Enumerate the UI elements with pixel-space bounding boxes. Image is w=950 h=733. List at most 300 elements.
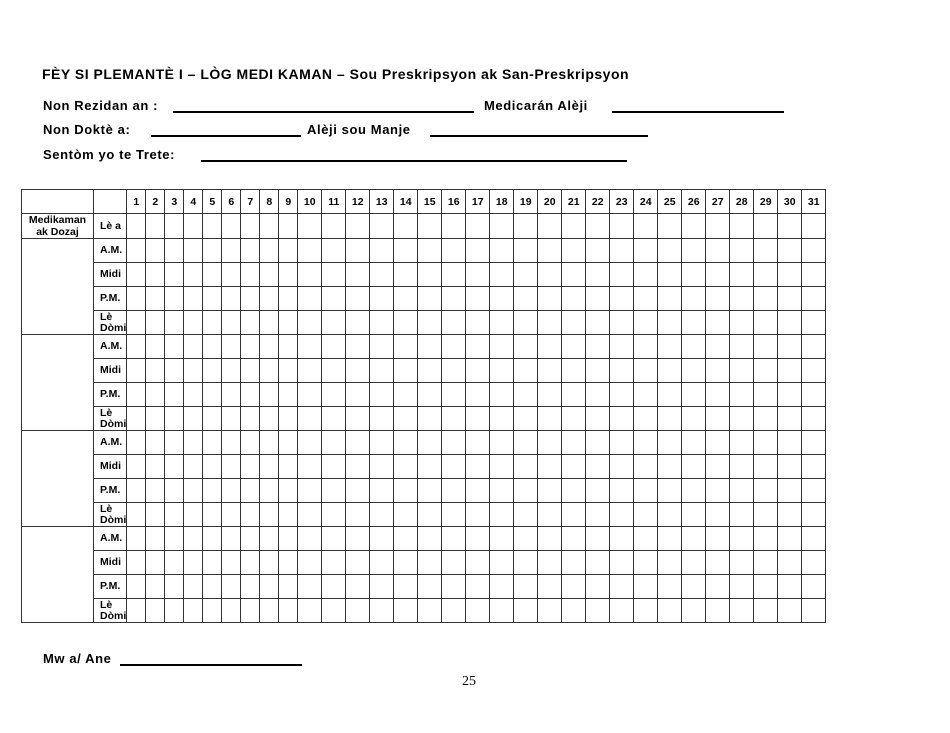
log-cell[interactable]	[538, 407, 562, 431]
log-cell[interactable]	[241, 431, 260, 455]
log-cell[interactable]	[562, 431, 586, 455]
log-cell[interactable]	[260, 503, 279, 527]
log-cell[interactable]	[279, 407, 298, 431]
log-cell[interactable]	[127, 359, 146, 383]
log-cell[interactable]	[165, 431, 184, 455]
log-cell[interactable]	[222, 263, 241, 287]
log-cell[interactable]	[370, 359, 394, 383]
log-cell[interactable]	[203, 359, 222, 383]
log-cell[interactable]	[322, 359, 346, 383]
log-cell[interactable]	[538, 383, 562, 407]
log-cell[interactable]	[370, 575, 394, 599]
log-cell[interactable]	[260, 359, 279, 383]
log-cell[interactable]	[466, 575, 490, 599]
log-cell[interactable]	[241, 311, 260, 335]
log-cell[interactable]	[418, 335, 442, 359]
log-cell[interactable]	[538, 214, 562, 239]
log-cell[interactable]	[562, 335, 586, 359]
log-cell[interactable]	[203, 479, 222, 503]
log-cell[interactable]	[184, 479, 203, 503]
log-cell[interactable]	[658, 551, 682, 575]
log-cell[interactable]	[610, 599, 634, 623]
log-cell[interactable]	[203, 455, 222, 479]
log-cell[interactable]	[146, 335, 165, 359]
log-cell[interactable]	[754, 214, 778, 239]
log-cell[interactable]	[562, 455, 586, 479]
log-cell[interactable]	[279, 503, 298, 527]
log-cell[interactable]	[394, 335, 418, 359]
log-cell[interactable]	[586, 575, 610, 599]
log-cell[interactable]	[754, 239, 778, 263]
log-cell[interactable]	[442, 239, 466, 263]
log-cell[interactable]	[610, 214, 634, 239]
log-cell[interactable]	[322, 575, 346, 599]
log-cell[interactable]	[754, 383, 778, 407]
log-cell[interactable]	[586, 287, 610, 311]
log-cell[interactable]	[418, 503, 442, 527]
log-cell[interactable]	[802, 214, 826, 239]
log-cell[interactable]	[610, 479, 634, 503]
log-cell[interactable]	[203, 287, 222, 311]
log-cell[interactable]	[706, 503, 730, 527]
log-cell[interactable]	[260, 551, 279, 575]
log-cell[interactable]	[370, 527, 394, 551]
log-cell[interactable]	[146, 527, 165, 551]
log-cell[interactable]	[260, 383, 279, 407]
log-cell[interactable]	[802, 311, 826, 335]
log-cell[interactable]	[298, 287, 322, 311]
log-cell[interactable]	[184, 214, 203, 239]
log-cell[interactable]	[370, 455, 394, 479]
log-cell[interactable]	[418, 479, 442, 503]
log-cell[interactable]	[279, 527, 298, 551]
log-cell[interactable]	[682, 383, 706, 407]
log-cell[interactable]	[127, 455, 146, 479]
log-cell[interactable]	[706, 599, 730, 623]
log-cell[interactable]	[241, 214, 260, 239]
log-cell[interactable]	[184, 287, 203, 311]
log-cell[interactable]	[706, 383, 730, 407]
log-cell[interactable]	[586, 407, 610, 431]
log-cell[interactable]	[184, 383, 203, 407]
log-cell[interactable]	[490, 455, 514, 479]
log-cell[interactable]	[127, 527, 146, 551]
log-cell[interactable]	[322, 214, 346, 239]
log-cell[interactable]	[658, 527, 682, 551]
log-cell[interactable]	[538, 335, 562, 359]
log-cell[interactable]	[802, 431, 826, 455]
log-cell[interactable]	[260, 431, 279, 455]
log-cell[interactable]	[127, 431, 146, 455]
log-cell[interactable]	[279, 239, 298, 263]
log-cell[interactable]	[442, 575, 466, 599]
log-cell[interactable]	[370, 407, 394, 431]
log-cell[interactable]	[658, 239, 682, 263]
log-cell[interactable]	[298, 263, 322, 287]
log-cell[interactable]	[394, 359, 418, 383]
log-cell[interactable]	[184, 431, 203, 455]
log-cell[interactable]	[146, 431, 165, 455]
log-cell[interactable]	[241, 359, 260, 383]
log-cell[interactable]	[298, 407, 322, 431]
log-cell[interactable]	[778, 407, 802, 431]
log-cell[interactable]	[562, 359, 586, 383]
log-cell[interactable]	[754, 263, 778, 287]
log-cell[interactable]	[610, 527, 634, 551]
log-cell[interactable]	[754, 455, 778, 479]
log-cell[interactable]	[778, 383, 802, 407]
log-cell[interactable]	[442, 263, 466, 287]
log-cell[interactable]	[562, 311, 586, 335]
log-cell[interactable]	[222, 575, 241, 599]
log-cell[interactable]	[165, 551, 184, 575]
log-cell[interactable]	[394, 383, 418, 407]
log-cell[interactable]	[514, 407, 538, 431]
log-cell[interactable]	[322, 239, 346, 263]
log-cell[interactable]	[514, 383, 538, 407]
log-cell[interactable]	[586, 214, 610, 239]
log-cell[interactable]	[241, 455, 260, 479]
log-cell[interactable]	[778, 599, 802, 623]
log-cell[interactable]	[538, 287, 562, 311]
log-cell[interactable]	[442, 479, 466, 503]
log-cell[interactable]	[778, 214, 802, 239]
log-cell[interactable]	[490, 479, 514, 503]
log-cell[interactable]	[706, 263, 730, 287]
log-cell[interactable]	[778, 359, 802, 383]
log-cell[interactable]	[634, 383, 658, 407]
log-cell[interactable]	[279, 214, 298, 239]
log-cell[interactable]	[418, 431, 442, 455]
log-cell[interactable]	[514, 479, 538, 503]
log-cell[interactable]	[279, 335, 298, 359]
log-cell[interactable]	[442, 311, 466, 335]
log-cell[interactable]	[146, 214, 165, 239]
log-cell[interactable]	[165, 599, 184, 623]
log-cell[interactable]	[538, 311, 562, 335]
log-cell[interactable]	[754, 551, 778, 575]
log-cell[interactable]	[222, 214, 241, 239]
log-cell[interactable]	[730, 239, 754, 263]
log-cell[interactable]	[394, 214, 418, 239]
log-cell[interactable]	[127, 575, 146, 599]
log-cell[interactable]	[241, 335, 260, 359]
log-cell[interactable]	[260, 214, 279, 239]
log-cell[interactable]	[442, 287, 466, 311]
log-cell[interactable]	[241, 263, 260, 287]
log-cell[interactable]	[778, 479, 802, 503]
log-cell[interactable]	[586, 263, 610, 287]
log-cell[interactable]	[394, 479, 418, 503]
log-cell[interactable]	[778, 503, 802, 527]
log-cell[interactable]	[802, 335, 826, 359]
log-cell[interactable]	[610, 551, 634, 575]
log-cell[interactable]	[346, 431, 370, 455]
log-cell[interactable]	[279, 479, 298, 503]
log-cell[interactable]	[222, 527, 241, 551]
log-cell[interactable]	[184, 407, 203, 431]
log-cell[interactable]	[203, 263, 222, 287]
log-cell[interactable]	[322, 335, 346, 359]
log-cell[interactable]	[260, 455, 279, 479]
log-cell[interactable]	[490, 335, 514, 359]
log-cell[interactable]	[394, 455, 418, 479]
log-cell[interactable]	[490, 214, 514, 239]
log-cell[interactable]	[562, 575, 586, 599]
log-cell[interactable]	[490, 599, 514, 623]
log-cell[interactable]	[346, 527, 370, 551]
log-cell[interactable]	[298, 479, 322, 503]
log-cell[interactable]	[222, 431, 241, 455]
log-cell[interactable]	[322, 599, 346, 623]
log-cell[interactable]	[279, 575, 298, 599]
log-cell[interactable]	[165, 239, 184, 263]
log-cell[interactable]	[466, 359, 490, 383]
log-cell[interactable]	[538, 599, 562, 623]
log-cell[interactable]	[346, 383, 370, 407]
medication-entry-cell[interactable]	[22, 431, 94, 527]
log-cell[interactable]	[802, 551, 826, 575]
log-cell[interactable]	[184, 551, 203, 575]
log-cell[interactable]	[346, 599, 370, 623]
log-cell[interactable]	[442, 455, 466, 479]
log-cell[interactable]	[538, 527, 562, 551]
log-cell[interactable]	[706, 214, 730, 239]
log-cell[interactable]	[298, 383, 322, 407]
log-cell[interactable]	[127, 214, 146, 239]
log-cell[interactable]	[490, 407, 514, 431]
log-cell[interactable]	[146, 383, 165, 407]
log-cell[interactable]	[241, 599, 260, 623]
log-cell[interactable]	[184, 359, 203, 383]
log-cell[interactable]	[610, 287, 634, 311]
log-cell[interactable]	[298, 239, 322, 263]
log-cell[interactable]	[322, 503, 346, 527]
log-cell[interactable]	[346, 479, 370, 503]
log-cell[interactable]	[346, 263, 370, 287]
log-cell[interactable]	[754, 407, 778, 431]
log-cell[interactable]	[346, 407, 370, 431]
food-allergy-field[interactable]	[430, 135, 648, 137]
log-cell[interactable]	[394, 239, 418, 263]
log-cell[interactable]	[658, 383, 682, 407]
log-cell[interactable]	[538, 455, 562, 479]
log-cell[interactable]	[802, 407, 826, 431]
log-cell[interactable]	[754, 335, 778, 359]
log-cell[interactable]	[730, 599, 754, 623]
log-cell[interactable]	[466, 551, 490, 575]
log-cell[interactable]	[754, 311, 778, 335]
log-cell[interactable]	[298, 503, 322, 527]
log-cell[interactable]	[562, 479, 586, 503]
log-cell[interactable]	[146, 239, 165, 263]
log-cell[interactable]	[514, 431, 538, 455]
log-cell[interactable]	[658, 214, 682, 239]
log-cell[interactable]	[165, 503, 184, 527]
log-cell[interactable]	[730, 287, 754, 311]
log-cell[interactable]	[730, 455, 754, 479]
log-cell[interactable]	[586, 551, 610, 575]
log-cell[interactable]	[466, 599, 490, 623]
log-cell[interactable]	[466, 287, 490, 311]
log-cell[interactable]	[203, 214, 222, 239]
log-cell[interactable]	[610, 575, 634, 599]
log-cell[interactable]	[538, 359, 562, 383]
log-cell[interactable]	[802, 263, 826, 287]
log-cell[interactable]	[658, 599, 682, 623]
log-cell[interactable]	[634, 527, 658, 551]
log-cell[interactable]	[127, 599, 146, 623]
log-cell[interactable]	[610, 455, 634, 479]
log-cell[interactable]	[279, 383, 298, 407]
log-cell[interactable]	[346, 359, 370, 383]
log-cell[interactable]	[260, 239, 279, 263]
log-cell[interactable]	[165, 335, 184, 359]
log-cell[interactable]	[562, 214, 586, 239]
log-cell[interactable]	[730, 575, 754, 599]
log-cell[interactable]	[802, 575, 826, 599]
log-cell[interactable]	[682, 479, 706, 503]
log-cell[interactable]	[222, 311, 241, 335]
log-cell[interactable]	[346, 239, 370, 263]
log-cell[interactable]	[222, 455, 241, 479]
log-cell[interactable]	[260, 599, 279, 623]
log-cell[interactable]	[682, 263, 706, 287]
log-cell[interactable]	[586, 455, 610, 479]
log-cell[interactable]	[466, 527, 490, 551]
log-cell[interactable]	[322, 383, 346, 407]
log-cell[interactable]	[127, 503, 146, 527]
log-cell[interactable]	[562, 599, 586, 623]
log-cell[interactable]	[754, 287, 778, 311]
log-cell[interactable]	[184, 311, 203, 335]
log-cell[interactable]	[802, 383, 826, 407]
log-cell[interactable]	[778, 455, 802, 479]
log-cell[interactable]	[634, 287, 658, 311]
log-cell[interactable]	[778, 431, 802, 455]
log-cell[interactable]	[586, 431, 610, 455]
log-cell[interactable]	[260, 287, 279, 311]
log-cell[interactable]	[322, 479, 346, 503]
log-cell[interactable]	[658, 455, 682, 479]
log-cell[interactable]	[165, 383, 184, 407]
log-cell[interactable]	[370, 599, 394, 623]
log-cell[interactable]	[754, 479, 778, 503]
log-cell[interactable]	[634, 263, 658, 287]
log-cell[interactable]	[394, 527, 418, 551]
log-cell[interactable]	[658, 263, 682, 287]
log-cell[interactable]	[490, 287, 514, 311]
log-cell[interactable]	[146, 407, 165, 431]
log-cell[interactable]	[203, 431, 222, 455]
log-cell[interactable]	[184, 575, 203, 599]
log-cell[interactable]	[730, 383, 754, 407]
log-cell[interactable]	[241, 551, 260, 575]
log-cell[interactable]	[127, 479, 146, 503]
log-cell[interactable]	[165, 263, 184, 287]
log-cell[interactable]	[754, 503, 778, 527]
log-cell[interactable]	[466, 335, 490, 359]
log-cell[interactable]	[586, 311, 610, 335]
log-cell[interactable]	[466, 239, 490, 263]
log-cell[interactable]	[260, 407, 279, 431]
log-cell[interactable]	[146, 479, 165, 503]
log-cell[interactable]	[730, 311, 754, 335]
log-cell[interactable]	[730, 503, 754, 527]
log-cell[interactable]	[466, 431, 490, 455]
log-cell[interactable]	[370, 431, 394, 455]
log-cell[interactable]	[279, 263, 298, 287]
log-cell[interactable]	[127, 335, 146, 359]
log-cell[interactable]	[165, 214, 184, 239]
log-cell[interactable]	[730, 407, 754, 431]
log-cell[interactable]	[418, 383, 442, 407]
log-cell[interactable]	[418, 407, 442, 431]
doctor-name-field[interactable]	[151, 135, 301, 137]
log-cell[interactable]	[418, 575, 442, 599]
log-cell[interactable]	[184, 503, 203, 527]
log-cell[interactable]	[706, 239, 730, 263]
log-cell[interactable]	[682, 503, 706, 527]
log-cell[interactable]	[442, 503, 466, 527]
log-cell[interactable]	[346, 287, 370, 311]
log-cell[interactable]	[490, 431, 514, 455]
log-cell[interactable]	[322, 551, 346, 575]
log-cell[interactable]	[706, 575, 730, 599]
log-cell[interactable]	[394, 599, 418, 623]
log-cell[interactable]	[203, 599, 222, 623]
log-cell[interactable]	[682, 575, 706, 599]
log-cell[interactable]	[658, 503, 682, 527]
log-cell[interactable]	[802, 359, 826, 383]
log-cell[interactable]	[394, 503, 418, 527]
log-cell[interactable]	[466, 503, 490, 527]
log-cell[interactable]	[260, 575, 279, 599]
log-cell[interactable]	[322, 287, 346, 311]
log-cell[interactable]	[322, 527, 346, 551]
log-cell[interactable]	[418, 359, 442, 383]
medication-entry-cell[interactable]	[22, 239, 94, 335]
log-cell[interactable]	[778, 263, 802, 287]
log-cell[interactable]	[682, 551, 706, 575]
log-cell[interactable]	[754, 359, 778, 383]
log-cell[interactable]	[165, 311, 184, 335]
log-cell[interactable]	[802, 527, 826, 551]
log-cell[interactable]	[706, 311, 730, 335]
log-cell[interactable]	[778, 551, 802, 575]
log-cell[interactable]	[562, 383, 586, 407]
log-cell[interactable]	[706, 407, 730, 431]
log-cell[interactable]	[241, 527, 260, 551]
log-cell[interactable]	[538, 431, 562, 455]
log-cell[interactable]	[442, 599, 466, 623]
log-cell[interactable]	[610, 239, 634, 263]
log-cell[interactable]	[514, 214, 538, 239]
log-cell[interactable]	[634, 311, 658, 335]
log-cell[interactable]	[127, 263, 146, 287]
log-cell[interactable]	[658, 431, 682, 455]
log-cell[interactable]	[490, 527, 514, 551]
log-cell[interactable]	[442, 407, 466, 431]
log-cell[interactable]	[370, 239, 394, 263]
log-cell[interactable]	[203, 551, 222, 575]
log-cell[interactable]	[298, 214, 322, 239]
log-cell[interactable]	[370, 551, 394, 575]
log-cell[interactable]	[298, 527, 322, 551]
log-cell[interactable]	[165, 455, 184, 479]
log-cell[interactable]	[730, 551, 754, 575]
log-cell[interactable]	[730, 335, 754, 359]
